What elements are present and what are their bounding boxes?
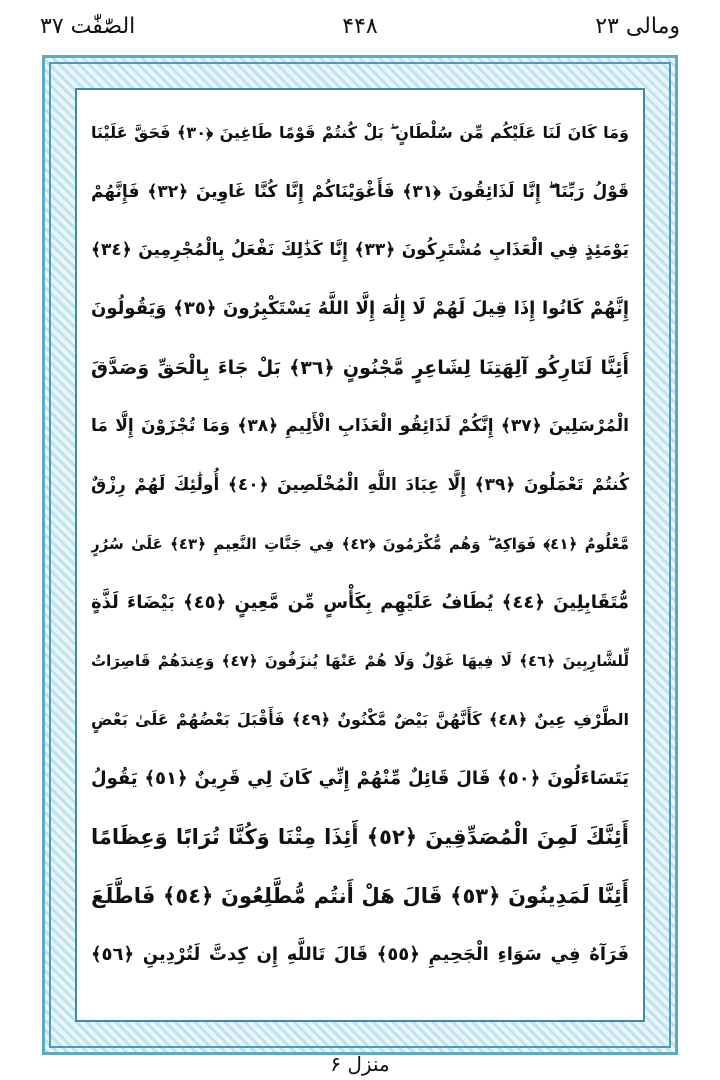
para-name: ومالی ۲۳ [595,14,680,39]
verse-line-text: يَوْمَئِذٍ فِي الْعَذَابِ مُشْتَرِكُونَ ﴿٣٣﴾ إِنَّا كَذَٰلِكَ نَفْعَلُ بِالْمُجْرِمِينَ ﴿٣٤﴾ [91,240,629,261]
verse-line-text: الْمُرْسَلِينَ ﴿٣٧﴾ إِنَّكُمْ لَذَائِقُو الْعَذَابِ الْأَلِيمِ ﴿٣٨﴾ وَمَا تُجْزَوْنَ إِلَّا مَا [91,416,629,437]
verse-line-text: مَّعْلُومٌ ﴿٤١﴾ فَوَاكِهُ ۖ وَهُم مُّكْرَمُونَ ﴿٤٢﴾ فِي جَنَّاتِ النَّعِيمِ ﴿٤٣﴾ عَلَىٰ سُرُرٍ [91,534,629,553]
verse-line [91,926,629,985]
page-number: ۴۴۸ [342,14,378,39]
verse-line [91,163,629,222]
verse-line [91,808,629,867]
verse-line [91,691,629,750]
verse-line-text: أَئِنَّا لَمَدِينُونَ ﴿٥٣﴾ قَالَ هَلْ أَنتُم مُّطَّلِعُونَ ﴿٥٤﴾ فَاطَّلَعَ [91,883,629,908]
verse-line [91,339,629,398]
verse-line-text: إِنَّهُمْ كَانُوا إِذَا قِيلَ لَهُمْ لَا إِلَٰهَ إِلَّا اللَّهُ يَسْتَكْبِرُونَ ﴿٣٥﴾ وَيَقُولُونَ [91,298,629,320]
verse-line-text: فَرَآهُ فِي سَوَاءِ الْجَحِيمِ ﴿٥٥﴾ قَالَ تَاللَّهِ إِن كِدتَّ لَتُرْدِينِ ﴿٥٦﴾ [91,943,629,965]
verse-line [91,397,629,456]
verse-line-text: يَتَسَاءَلُونَ ﴿٥٠﴾ قَالَ قَائِلٌ مِّنْهُمْ إِنِّي كَانَ لِي قَرِينٌ ﴿٥١﴾ يَقُولُ [91,767,629,789]
decorative-border [42,55,678,1055]
verse-line [91,574,629,633]
verse-line [91,221,629,280]
verse-line [91,280,629,339]
verse-line [91,515,629,574]
verse-line-text: لِّلشَّارِبِينَ ﴿٤٦﴾ لَا فِيهَا غَوْلٌ وَلَا هُمْ عَنْهَا يُنزَفُونَ ﴿٤٧﴾ وَعِندَهُمْ قَاصِرَاتُ [91,652,629,671]
verse-line-text: قَوْلُ رَبِّنَا ۖ إِنَّا لَذَائِقُونَ ﴿٣١﴾ فَأَغْوَيْنَاكُمْ إِنَّا كُنَّا غَاوِينَ ﴿٣٢﴾ فَإِنَّهُمْ [91,181,629,202]
verse-line-text: مُّتَقَابِلِينَ ﴿٤٤﴾ يُطَافُ عَلَيْهِم بِكَأْسٍ مِّن مَّعِينٍ ﴿٤٥﴾ بَيْضَاءَ لَذَّةٍ [91,591,629,613]
verse-line [91,632,629,691]
manzil-footer: منزل ۶ [330,1052,390,1076]
surah-name: الصّٰفّٰت ۳۷ [40,14,136,39]
verse-line-text: أَئِنَّكَ لَمِنَ الْمُصَدِّقِينَ ﴿٥٢﴾ أَئِذَا مِتْنَا وَكُنَّا تُرَابًا وَعِظَامًا [91,825,629,850]
verse-line [91,867,629,926]
verse-line-text: أَئِنَّا لَتَارِكُو آلِهَتِنَا لِشَاعِرٍ مَّجْنُونٍ ﴿٣٦﴾ بَلْ جَاءَ بِالْحَقِّ وَصَدَّقَ [91,356,629,379]
verse-line-text: كُنتُمْ تَعْمَلُونَ ﴿٣٩﴾ إِلَّا عِبَادَ اللَّهِ الْمُخْلَصِينَ ﴿٤٠﴾ أُولَٰئِكَ لَهُمْ رِزْقٌ [91,474,629,495]
verse-line [91,104,629,163]
verse-lines [91,104,629,1006]
verse-line-text: وَمَا كَانَ لَنَا عَلَيْكُم مِّن سُلْطَانٍ ۖ بَلْ كُنتُمْ قَوْمًا طَاغِينَ ﴿٣٠﴾ فَحَقَّ عَلَيْنَا [91,123,629,143]
page-header [40,6,680,48]
verse-line-text: الطَّرْفِ عِينٌ ﴿٤٨﴾ كَأَنَّهُنَّ بَيْضٌ مَّكْنُونٌ ﴿٤٩﴾ فَأَقْبَلَ بَعْضُهُمْ عَلَىٰ بَعْضٍ [91,710,629,730]
verse-line [91,750,629,809]
text-panel [75,88,645,1022]
verse-line [91,456,629,515]
